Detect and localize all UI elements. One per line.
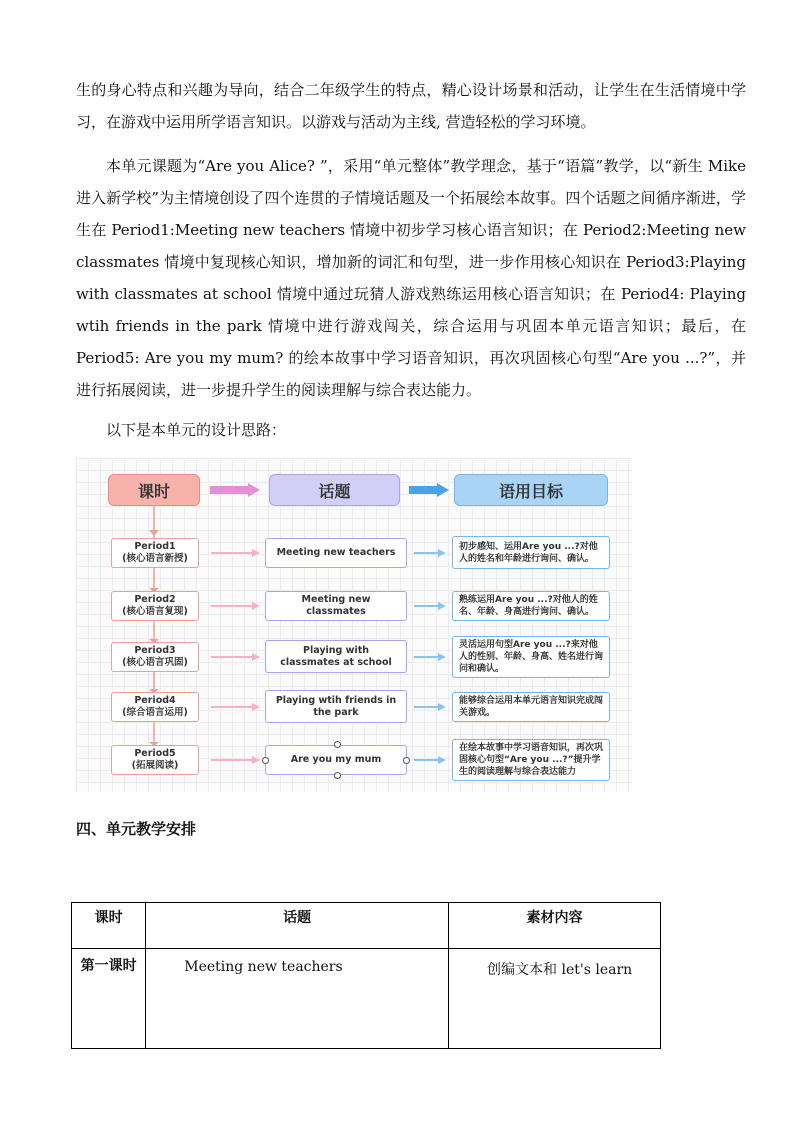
goal-label: 灵活运用句型Are you ...?来对他人的性别、年龄、身高、姓名进行询问和确认。 [459,640,604,674]
goal-label: 初步感知、运用Are you ...?对他人的姓名和年龄进行询问、确认。 [459,541,598,564]
period-label: Period2 [134,594,176,605]
paragraph-intro-end: 生的身心特点和兴趣为导向，结合二年级学生的特点，精心设计场景和活动，让学生在生活情境中学习，在游戏中运用所学语言知识。以游戏与活动为主线, 营造轻松的学习环境。 [76,81,746,131]
period-sub-label: (综合语言运用) [122,707,188,718]
goal-label: 能够综合运用本单元语言知识完成闯关游戏。 [459,696,604,718]
row-arrowhead-period-topic [252,549,260,557]
goal-box-1 [452,536,610,569]
period-sub-label: (拓展阅读) [131,760,179,771]
topic-label: Meeting new teachers [276,547,396,558]
header-arrow-topic-goal [409,483,449,497]
row-arrowhead-period-topic [252,602,260,610]
header-period: 课时 [108,474,200,506]
selection-handle-right [403,757,410,764]
header-arrow-period-topic [210,483,260,497]
topic-label: Playing wtih friends in the park [275,694,397,718]
table-header-row [72,903,661,949]
topic-label: Playing with classmates at school [280,644,392,668]
table-header-cell: 素材内容 [449,903,661,949]
design-flow-diagram [76,458,632,792]
period-label: Period4 [134,695,176,706]
row-arrowhead-period-topic [252,653,260,661]
goal-box-4 [452,692,610,722]
topic-box-2 [265,591,407,621]
row-arrowhead-topic-goal [438,703,446,711]
paragraph-unit-overview: 本单元课题为“Are you Alice? ”，采用“单元整体”教学理念，基于“语篇”教学，以“新生 Mike 进入新学校”为主情境创设了四个连贯的子情境话题及一个拓展绘本故事。四个话题之间循序渐进，学生在 Period1:Meeting new teachers 情境中初步学习核心语言知识；在 Period2:Meeting new classmates 情境中复现核心知识，增加新的词汇和句型，进一步作用核心知识在 Period3:Playing with classmates at school 情境中通过玩猜人游戏熟练运用核心语言知识；在 Period4: Playing wtih friends in the park 情境中进行游戏闯关，综合运用与巩固本单元语言知识；最后，在 Period5: Are you my mum? 的绘本故事中学习语音知识，再次巩固核心句型“Are you ...?”，并进行拓展阅读，进一步提升学生的阅读理解与综合表达能力。 [76,157,746,399]
row-arrowhead-topic-goal [438,602,446,610]
period-box-1 [111,538,199,568]
period-box-2 [111,591,199,621]
goal-label: 在绘本故事中学习语音知识，再次巩固核心句型“Are you ...?”提升学生的阅读理解与综合表达能力 [459,743,604,777]
goal-label: 熟练运用Are you ...?对他人的姓名、年龄、身高进行询问、确认。 [459,595,598,617]
period-label: Period3 [134,645,176,656]
topic-box-3 [265,640,407,673]
row-arrowhead-period-topic [252,703,260,711]
table-cell-material: 创编文本和 let's learn [449,949,661,1049]
table-row [72,949,661,1049]
teaching-schedule-table [71,902,661,1049]
table-header-cell: 课时 [72,903,146,949]
row-arrowhead-topic-goal [438,653,446,661]
period-sub-label: (核心语言复现) [122,606,188,617]
table-cell-period: 第一课时 [72,949,146,1049]
row-arrowhead-topic-goal [438,549,446,557]
selection-handle-left [262,757,269,764]
goal-box-2 [452,591,610,621]
header-topic: 话题 [269,474,400,506]
period-sub-label: (核心语言新授) [122,553,188,564]
topic-box-5 [265,745,407,775]
row-arrowhead-period-topic [252,756,260,764]
paragraph-design-intro: 以下是本单元的设计思路： [106,421,287,439]
period-sub-label: (核心语言巩固) [122,657,188,668]
table-cell-topic: Meeting new teachers [146,949,449,1049]
header-goal: 语用目标 [454,474,608,506]
topic-label: Meeting new classmates [301,594,371,617]
topic-label: Are you my mum [290,754,382,765]
goal-box-5 [452,739,610,781]
period-box-4 [111,692,199,722]
period-label: Period5 [134,748,176,759]
topic-box-4 [265,690,407,723]
row-arrowhead-topic-goal [438,756,446,764]
selection-handle-top [334,741,341,748]
period-first-arrowhead [149,530,159,536]
period-box-5 [111,745,199,775]
goal-box-3 [452,636,610,678]
period-box-3 [111,642,199,672]
table-header-cell: 话题 [146,903,449,949]
section-heading: 四、单元教学安排 [76,820,197,838]
period-label: Period1 [134,541,176,552]
selection-handle-bottom [334,772,341,779]
topic-box-1 [265,538,407,568]
